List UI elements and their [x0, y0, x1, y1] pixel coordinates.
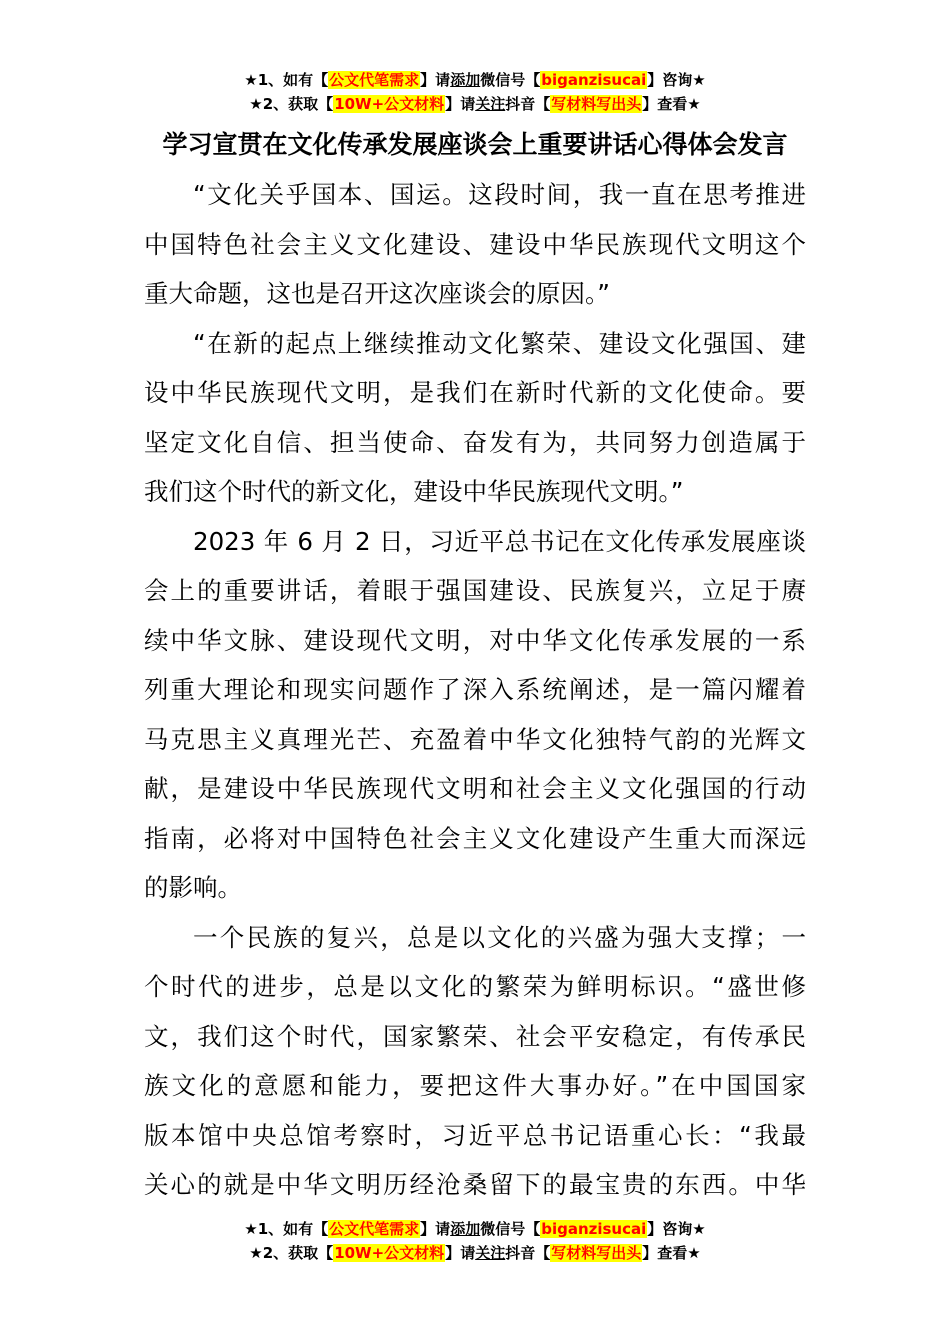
text-line: 族文化的意愿和能力，要把这件大事办好。”在中国国家: [144, 1071, 806, 1100]
banner-highlight-wechat-id: biganzisucai: [541, 1220, 647, 1238]
text-line: 关心的就是中华文明历经沧桑留下的最宝贵的东西。中华: [144, 1170, 806, 1199]
banner-text: 】查看★: [642, 1244, 701, 1262]
text-line: 会上的重要讲话，着眼于强国建设、民族复兴，立足于赓: [144, 576, 806, 605]
text-line: 设中华民族现代文明，是我们在新时代新的文化使命。要: [144, 378, 806, 407]
banner-text: 】请: [445, 95, 476, 113]
banner-highlight: 公文代笔需求: [329, 71, 420, 89]
banner-underlined: 添加: [450, 1220, 481, 1238]
paragraph-1: [144, 170, 806, 319]
text-line: 马克思主义真理光芒、充盈着中华文化独特气韵的光辉文: [144, 724, 806, 754]
text-line: 献，是建设中华民族现代文明和社会主义文化强国的行动: [144, 774, 806, 803]
text-line: 坚定文化自信、担当使命、奋发有为，共同努力创造属于: [144, 427, 806, 457]
document-title: 学习宣贯在文化传承发展座谈会上重要讲话心得体会发言: [162, 130, 788, 159]
text-line: 指南，必将对中国特色社会主义文化建设产生重大而深远: [144, 823, 806, 853]
banner-underlined: 关注: [475, 1244, 506, 1262]
text-line: 重大命题，这也是召开这次座谈会的原因。”: [144, 279, 610, 308]
banner-text: 微信号【: [480, 71, 541, 89]
text-line: 中国特色社会主义文化建设、建设中华民族现代文明这个: [144, 229, 806, 259]
banner-line-2: [0, 92, 950, 116]
paragraph-4: [144, 913, 806, 1210]
banner-underlined: 关注: [475, 95, 506, 113]
banner-text: ★2、获取【: [249, 1244, 334, 1262]
banner-text: 】查看★: [642, 95, 701, 113]
text-line: 文，我们这个时代，国家繁荣、社会平安稳定，有传承民: [144, 1021, 806, 1051]
text-line: 个时代的进步，总是以文化的繁荣为鲜明标识。“盛世修: [144, 972, 806, 1001]
banner-text: 抖音【: [505, 1244, 551, 1262]
banner-line-1: [0, 1217, 950, 1241]
banner-text: 】咨询★: [647, 1220, 706, 1238]
paragraph-2: [144, 319, 806, 517]
banner-text: 微信号【: [480, 1220, 541, 1238]
text-line: 2023 年 6 月 2 日，习近平总书记在文化传承发展座谈: [193, 526, 806, 556]
banner-line-2: [0, 1241, 950, 1265]
banner-highlight-wechat-id: biganzisucai: [541, 71, 647, 89]
banner-text: ★1、如有【: [244, 71, 329, 89]
banner-highlight: 10W+公文材料: [334, 95, 445, 113]
text-line: “文化关乎国本、国运。这段时间，我一直在思考推进: [193, 180, 806, 209]
banner-text: 】请: [445, 1244, 476, 1262]
document-body: [144, 170, 806, 1210]
banner-highlight: 公文代笔需求: [329, 1220, 420, 1238]
header-banner: [0, 68, 950, 116]
text-line: 版本馆中央总馆考察时，习近平总书记语重心长：“我最: [144, 1120, 806, 1150]
text-line: 列重大理论和现实问题作了深入系统阐述，是一篇闪耀着: [144, 675, 806, 704]
banner-text: 】请: [420, 1220, 451, 1238]
banner-highlight-douyin: 写材料写出头: [551, 95, 642, 113]
banner-line-1: [0, 68, 950, 92]
text-line: 一个民族的复兴，总是以文化的兴盛为强大支撑；一: [193, 922, 806, 952]
banner-text: 抖音【: [505, 95, 551, 113]
banner-highlight-douyin: 写材料写出头: [551, 1244, 642, 1262]
banner-underlined: 添加: [450, 71, 481, 89]
text-line: “在新的起点上继续推动文化繁荣、建设文化强国、建: [193, 328, 806, 358]
text-line: 的影响。: [144, 873, 242, 902]
banner-text: ★1、如有【: [244, 1220, 329, 1238]
paragraph-3: [144, 517, 806, 913]
banner-text: 】请: [420, 71, 451, 89]
text-line: 续中华文脉、建设现代文明，对中华文化传承发展的一系: [144, 625, 806, 655]
footer-banner: [0, 1217, 950, 1265]
banner-text: 】咨询★: [647, 71, 706, 89]
banner-text: ★2、获取【: [249, 95, 334, 113]
text-line: 我们这个时代的新文化，建设中华民族现代文明。”: [144, 477, 684, 506]
banner-highlight: 10W+公文材料: [334, 1244, 445, 1262]
